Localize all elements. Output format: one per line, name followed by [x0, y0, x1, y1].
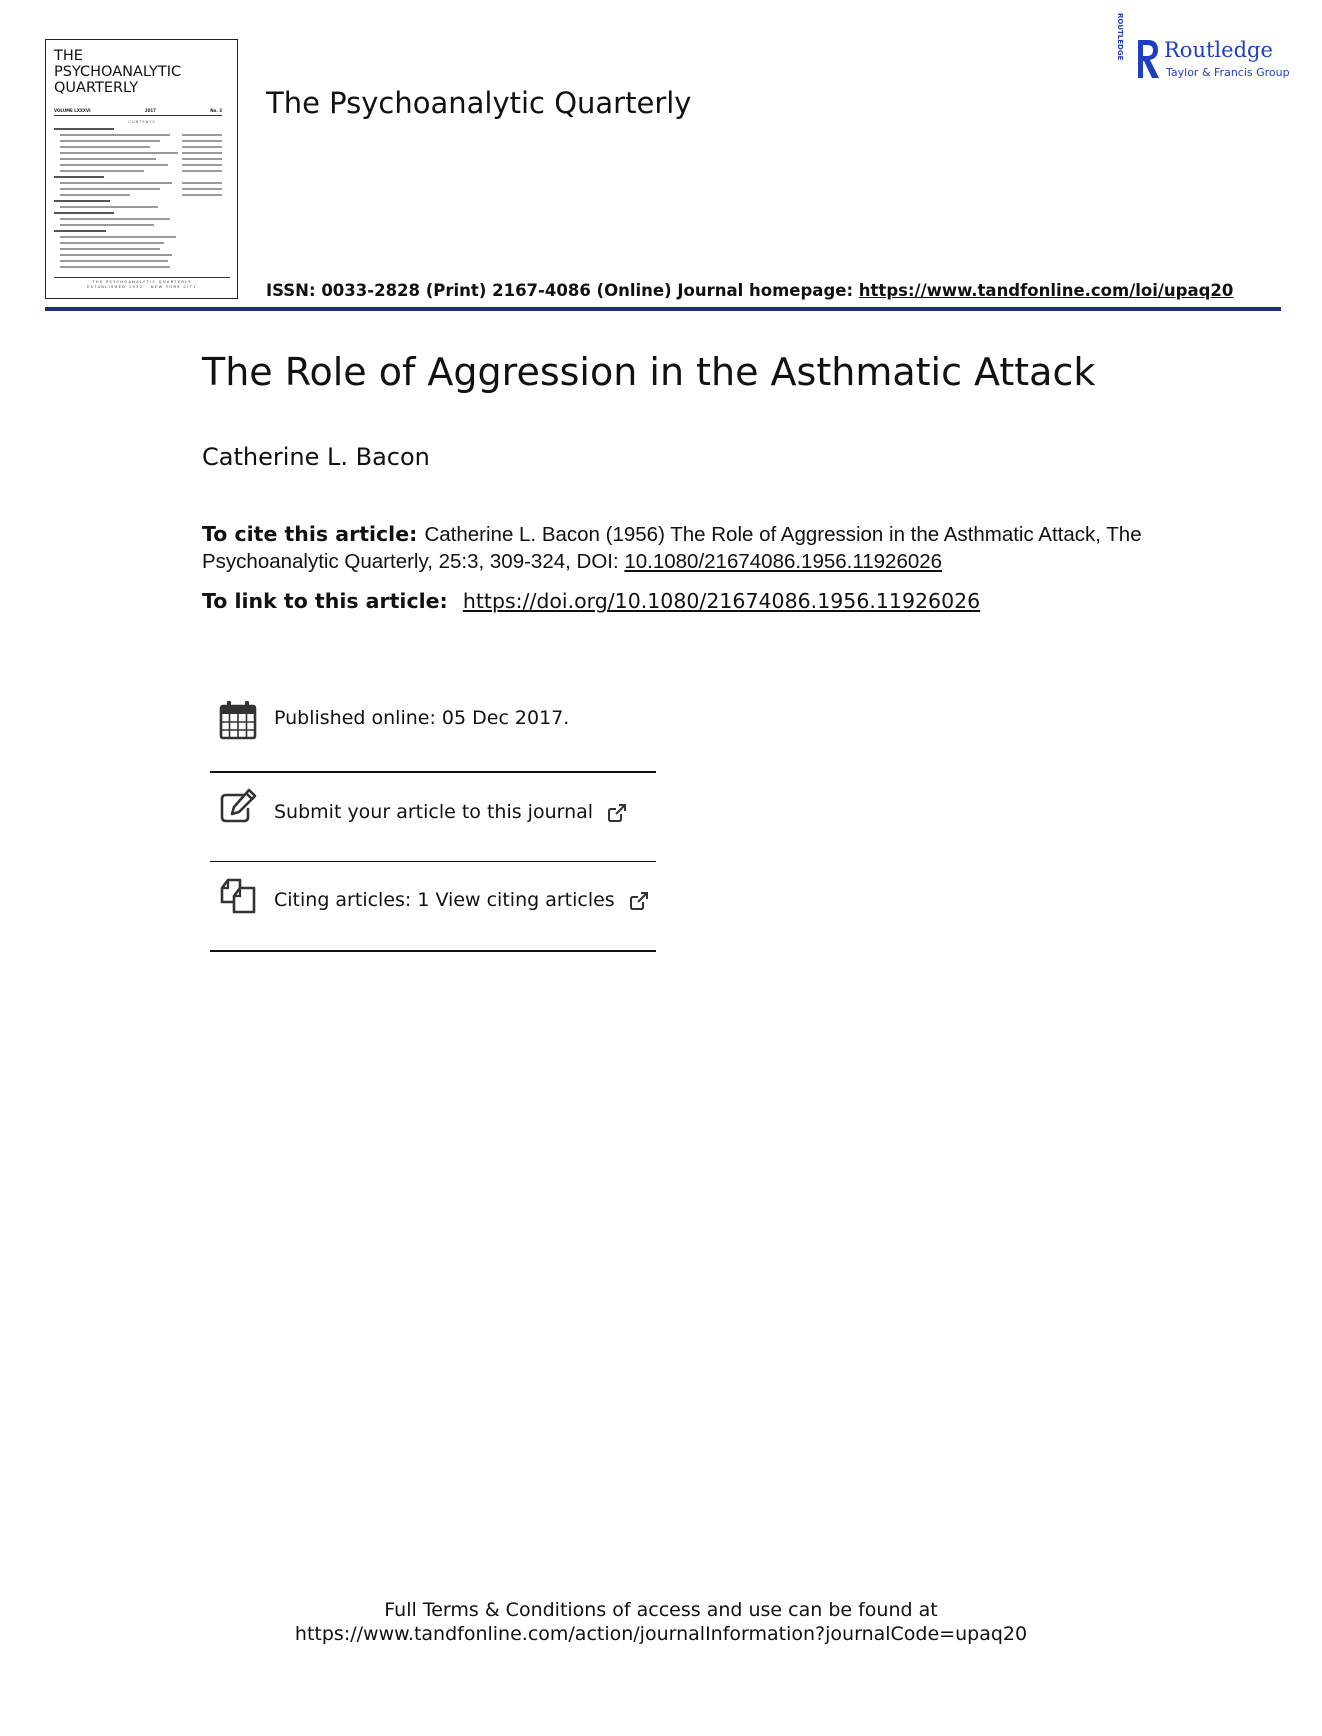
published-online-text: Published online: 05 Dec 2017.: [274, 707, 570, 729]
published-online-row: [210, 700, 656, 742]
routledge-mark-text: ROUTLEDGE: [1116, 13, 1124, 61]
info-divider: [210, 950, 656, 952]
article-author: Catherine L. Bacon: [202, 443, 430, 471]
cover-contents-line: [182, 140, 222, 142]
article-link-block: [202, 589, 980, 613]
cover-title-line: PSYCHOANALYTIC: [54, 64, 182, 80]
cover-contents-line: [60, 242, 164, 244]
citing-articles-icon: [218, 876, 258, 916]
submit-article-link[interactable]: [274, 801, 627, 823]
journal-homepage-link[interactable]: https://www.tandfonline.com/loi/upaq20: [858, 281, 1234, 300]
cover-contents-line: [60, 224, 154, 226]
cover-title: [54, 48, 234, 96]
cover-number: No. 3: [210, 108, 222, 113]
cover-contents-line: [182, 170, 222, 172]
cover-contents-line: [60, 248, 160, 250]
routledge-logo[interactable]: [1116, 13, 1296, 84]
external-link-icon: [629, 891, 649, 911]
submit-article-text: Submit your article to this journal: [274, 801, 594, 823]
cover-contents-label: CONTENTS: [128, 120, 156, 124]
doi-link[interactable]: 10.1080/21674086.1956.11926026: [624, 550, 943, 573]
header-divider: [45, 307, 1281, 311]
calendar-icon: [218, 700, 258, 740]
cover-contents-line: [60, 260, 168, 262]
cover-contents-line: [60, 254, 172, 256]
cover-contents-line: [54, 128, 114, 130]
cover-contents-line: [60, 158, 156, 160]
cover-meta: [54, 108, 222, 116]
cite-text: Catherine L. Bacon (1956) The Role of Aggression in the Asthmatic Attack, The Psychoanalytic Quarterly, 25:3, 309-324, DOI:: [202, 523, 1142, 573]
cover-contents-line: [182, 164, 222, 166]
cover-contents-line: [182, 152, 222, 154]
cover-contents-line: [60, 206, 158, 208]
cite-label: To cite this article:: [202, 522, 425, 546]
cover-title-line: QUARTERLY: [54, 80, 139, 96]
journal-name: The Psychoanalytic Quarterly: [266, 86, 692, 120]
cover-contents-line: [54, 212, 114, 214]
citing-articles-link[interactable]: [274, 889, 649, 911]
footer-terms-url[interactable]: https://www.tandfonline.com/action/journalInformation?journalCode=upaq20: [294, 1623, 1028, 1645]
citing-articles-row[interactable]: [210, 876, 656, 922]
cover-title-line: THE: [54, 48, 83, 64]
publisher-brand: Routledge: [1164, 38, 1273, 62]
cover-contents-line: [60, 236, 176, 238]
routledge-mark-icon: [1116, 13, 1160, 82]
cover-contents-line: [60, 164, 168, 166]
cover-contents-line: [182, 146, 222, 148]
cover-contents-line: [60, 140, 160, 142]
cover-contents-line: [182, 134, 222, 136]
citing-articles-text: Citing articles: 1 View citing articles: [274, 889, 615, 911]
publisher-subtitle: Taylor & Francis Group: [1166, 66, 1290, 79]
info-divider: [210, 861, 656, 862]
external-link-icon: [607, 803, 627, 823]
cover-contents-line: [60, 152, 178, 154]
cover-contents-line: [60, 194, 130, 196]
cover-contents-line: [60, 188, 160, 190]
journal-cover-thumbnail: [45, 39, 238, 299]
cover-volume: VOLUME LXXXVI: [54, 108, 91, 113]
cover-contents-line: [182, 158, 222, 160]
submit-article-row[interactable]: [210, 787, 656, 833]
cover-contents-line: [182, 194, 222, 196]
cover-contents-line: [60, 146, 150, 148]
cover-contents-line: [60, 266, 170, 268]
footer-line: Full Terms & Conditions of access and use can be found at: [384, 1599, 938, 1621]
cover-contents-line: [182, 188, 222, 190]
cover-footer-line: THE PSYCHOANALYTIC QUARTERLY: [92, 280, 192, 284]
issn-text: ISSN: 0033-2828 (Print) 2167-4086 (Online) Journal homepage:: [266, 281, 859, 300]
footer-terms: [0, 1598, 1322, 1646]
cover-footer: [54, 277, 230, 290]
cover-contents-line: [54, 176, 104, 178]
article-title: The Role of Aggression in the Asthmatic Attack: [202, 350, 1096, 394]
citation-block: [202, 521, 1202, 575]
cover-contents-line: [182, 182, 222, 184]
info-divider: [210, 771, 656, 773]
issn-line: [266, 281, 1233, 300]
link-label: To link to this article:: [202, 589, 455, 613]
edit-icon: [218, 787, 258, 827]
cover-contents-line: [60, 218, 170, 220]
cover-contents-line: [60, 134, 170, 136]
cover-contents-line: [54, 200, 110, 202]
cover-year: 2017: [144, 108, 156, 113]
cover-contents-line: [54, 230, 106, 232]
cover-contents-line: [60, 170, 144, 172]
article-doi-url[interactable]: https://doi.org/10.1080/21674086.1956.11926026: [462, 589, 981, 613]
cover-footer-line: ESTABLISHED 1932 · NEW YORK CITY: [87, 285, 197, 289]
cover-contents-lines: [54, 128, 230, 278]
cover-contents-line: [60, 182, 172, 184]
